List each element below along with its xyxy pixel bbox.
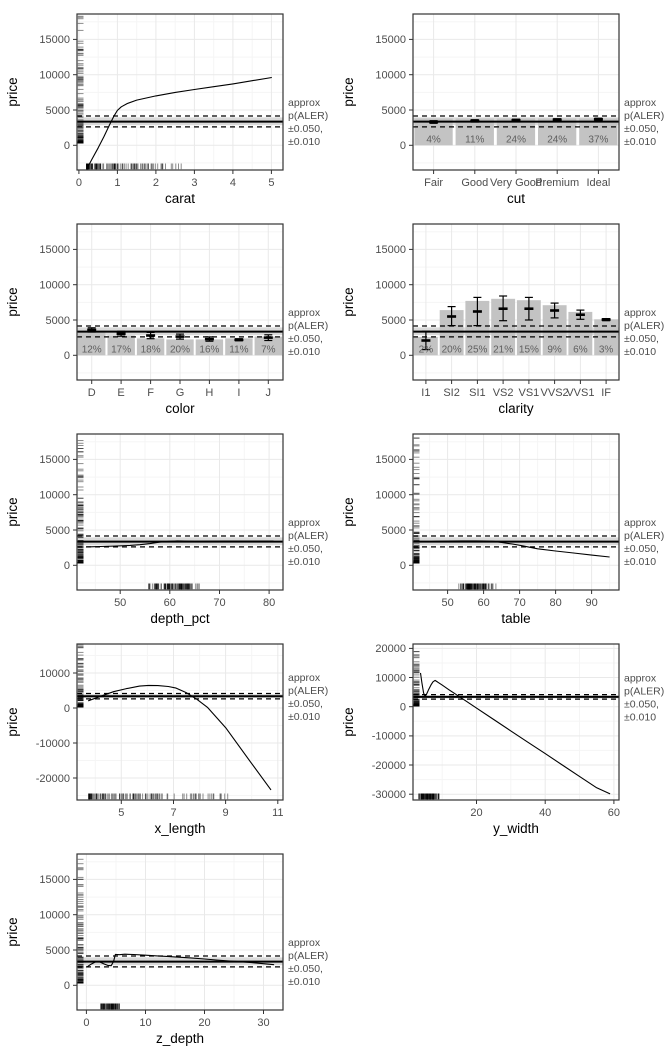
x-tick-label: 7 xyxy=(170,807,177,819)
aler-annotation-line: ±0.010 xyxy=(624,346,657,359)
x-tick-label: H xyxy=(205,387,214,399)
y-tick-label: 15000 xyxy=(375,454,406,467)
x-tick-label: D xyxy=(87,387,96,399)
bar-percent-label: 20% xyxy=(169,344,191,356)
y-tick-label: 0 xyxy=(63,702,70,715)
panel-depth_pct-svg xyxy=(0,420,336,636)
y-axis-title: price xyxy=(5,77,20,107)
aler-annotation-line: ±0.050, xyxy=(624,698,659,711)
point-estimate xyxy=(524,307,533,310)
bar-percent-label: 25% xyxy=(467,344,488,356)
point-estimate xyxy=(602,318,611,321)
x-axis-title: cut xyxy=(506,191,526,206)
aler-annotation-line: ±0.050, xyxy=(288,333,323,346)
x-tick-label: 50 xyxy=(114,597,127,609)
y-axis-title: price xyxy=(341,497,356,527)
panel-z_depth-svg xyxy=(0,840,336,1056)
point-estimate xyxy=(470,120,479,123)
x-axis-title: x_length xyxy=(154,821,206,836)
aler-annotation-line: approx xyxy=(288,671,321,684)
point-estimate xyxy=(421,339,430,342)
y-tick-label: 5000 xyxy=(45,944,70,957)
aler-annotation-line: p(ALER) xyxy=(288,950,329,963)
y-axis-title: price xyxy=(5,287,20,317)
y-tick-label: 0 xyxy=(399,350,406,363)
panel-clarity-svg xyxy=(336,210,672,426)
bar-percent-label: 2% xyxy=(418,344,434,356)
panel-border xyxy=(413,644,619,800)
bar-percent-label: 9% xyxy=(547,344,562,356)
x-axis-title: color xyxy=(165,401,195,416)
y-tick-label: 10000 xyxy=(375,69,406,82)
x-tick-label: 70 xyxy=(513,597,526,609)
x-tick-label: 10 xyxy=(139,1017,152,1029)
x-tick-label: 40 xyxy=(539,807,552,819)
x-tick-label: 0 xyxy=(75,177,82,189)
x-tick-label: 20 xyxy=(198,1017,211,1029)
point-estimate xyxy=(264,336,273,339)
bar-percent-label: 24% xyxy=(547,134,568,146)
point-estimate xyxy=(234,339,243,342)
price-rug xyxy=(78,859,84,983)
point-estimate xyxy=(512,119,521,122)
bar-percent-label: 21% xyxy=(493,344,514,356)
x-axis-title: table xyxy=(501,611,531,626)
aler-annotation-line: p(ALER) xyxy=(624,320,665,333)
y-axis-title: price xyxy=(341,287,356,317)
x-tick-label: 0 xyxy=(83,1017,90,1029)
x-rug xyxy=(459,584,496,590)
bar-percent-label: 6% xyxy=(573,344,588,356)
bar-percent-label: 20% xyxy=(441,344,462,356)
aler-annotation-line: approx xyxy=(624,307,657,320)
point-estimate xyxy=(447,315,456,318)
bar-percent-label: 18% xyxy=(140,344,161,356)
x-tick-label: 5 xyxy=(268,177,275,189)
bar-percent-label: 7% xyxy=(261,344,276,356)
bar-percent-label: 3% xyxy=(598,344,614,356)
aler-annotation-line: p(ALER) xyxy=(288,684,329,697)
y-tick-label: 0 xyxy=(63,560,70,573)
y-tick-label: -20000 xyxy=(371,759,406,772)
y-tick-label: 15000 xyxy=(375,244,406,257)
x-rug xyxy=(101,1004,120,1010)
aler-annotation-line: ±0.010 xyxy=(288,976,321,989)
x-tick-label: 5 xyxy=(118,807,125,819)
x-axis-title: y_width xyxy=(493,821,539,836)
aler-annotation-line: ±0.010 xyxy=(624,556,657,569)
aler-annotation-line: p(ALER) xyxy=(288,530,329,543)
x-tick-label: 30 xyxy=(257,1017,270,1029)
x-tick-label: SI1 xyxy=(469,387,486,399)
aler-annotation-line: ±0.010 xyxy=(624,711,657,724)
panel-color xyxy=(0,210,336,426)
point-estimate xyxy=(550,309,559,312)
y-tick-label: 0 xyxy=(63,980,70,993)
x-tick-label: 3 xyxy=(191,177,198,189)
aler-annotation-line: approx xyxy=(288,97,321,110)
y-tick-label: 5000 xyxy=(45,314,70,327)
x-tick-label: 70 xyxy=(213,597,226,609)
x-axis-title: z_depth xyxy=(155,1031,205,1046)
y-tick-label: 15000 xyxy=(39,34,70,47)
y-axis-title: price xyxy=(5,497,20,527)
aler-annotation-line: ±0.010 xyxy=(288,710,321,723)
ale-line xyxy=(88,685,271,790)
aler-annotation-line: ±0.010 xyxy=(288,136,321,149)
price-rug xyxy=(414,652,420,706)
aler-annotation-line: ±0.050, xyxy=(288,543,323,556)
x-tick-label: 2 xyxy=(152,177,159,189)
point-estimate xyxy=(176,335,185,338)
x-tick-label: 9 xyxy=(222,807,229,819)
y-tick-label: 5000 xyxy=(45,104,70,117)
panel-table-svg xyxy=(336,420,672,636)
aler-annotation-line: ±0.050, xyxy=(288,963,323,976)
panel-clarity xyxy=(336,210,672,426)
panel-carat-svg xyxy=(0,0,336,216)
x-tick-label: E xyxy=(117,387,125,399)
bar-percent-label: 37% xyxy=(588,134,609,146)
y-tick-label: 15000 xyxy=(39,244,70,257)
y-tick-label: 10000 xyxy=(39,489,70,502)
point-estimate xyxy=(429,121,438,124)
panel-depth_pct xyxy=(0,420,336,636)
bar-percent-label: 15% xyxy=(518,344,539,356)
panel-cut xyxy=(336,0,672,216)
y-tick-label: 10000 xyxy=(39,667,70,680)
x-tick-label: I xyxy=(237,387,241,399)
panel-y_width-svg xyxy=(336,630,672,846)
x-tick-label: Very Good xyxy=(490,177,542,189)
x-tick-label: Ideal xyxy=(586,177,611,189)
aler-annotation-line: ±0.050, xyxy=(288,123,323,136)
x-tick-label: VVS1 xyxy=(566,387,595,399)
aler-annotation-line: approx xyxy=(288,307,321,320)
point-estimate xyxy=(117,333,126,336)
aler-annotation-line: approx xyxy=(624,517,657,530)
aler-annotation-line: p(ALER) xyxy=(624,110,665,123)
y-tick-label: -10000 xyxy=(371,730,406,743)
point-estimate xyxy=(576,313,585,316)
x-tick-label: 11 xyxy=(272,807,284,819)
panel-z_depth xyxy=(0,840,336,1056)
aler-annotation-line: ±0.050, xyxy=(624,123,659,136)
x-tick-label: 90 xyxy=(585,597,598,609)
bar-percent-label: 17% xyxy=(111,344,132,356)
y-tick-label: 5000 xyxy=(45,524,70,537)
aler-annotation-line: ±0.050, xyxy=(624,543,659,556)
point-estimate xyxy=(205,338,214,341)
x-tick-label: 50 xyxy=(441,597,454,609)
aler-annotation-line: ±0.010 xyxy=(624,136,657,149)
x-tick-label: J xyxy=(265,387,272,399)
y-tick-label: 5000 xyxy=(381,314,406,327)
y-tick-label: 0 xyxy=(63,350,70,363)
aler-annotation-line: p(ALER) xyxy=(288,110,329,123)
x-rug xyxy=(87,164,182,170)
bar-percent-label: 16% xyxy=(199,344,220,356)
x-tick-label: 1 xyxy=(114,177,121,189)
x-rug xyxy=(149,584,200,590)
y-tick-label: -20000 xyxy=(35,772,70,785)
panel-carat xyxy=(0,0,336,216)
y-tick-label: 0 xyxy=(399,560,406,573)
x-rug xyxy=(89,794,228,800)
x-tick-label: VS2 xyxy=(492,387,514,399)
x-tick-label: SI2 xyxy=(443,387,460,399)
y-tick-label: 15000 xyxy=(39,454,70,467)
y-tick-label: 5000 xyxy=(381,104,406,117)
x-axis-title: clarity xyxy=(498,401,534,416)
x-tick-label: 60 xyxy=(607,807,621,819)
y-tick-label: 20000 xyxy=(375,643,406,656)
aler-annotation-line: approx xyxy=(624,672,657,685)
y-axis-title: price xyxy=(341,707,356,737)
bar-percent-label: 11% xyxy=(229,344,249,356)
panel-table xyxy=(336,420,672,636)
bar-percent-label: 24% xyxy=(505,134,527,146)
aler-annotation-line: ±0.050, xyxy=(624,333,659,346)
panel-x_length xyxy=(0,630,336,846)
y-tick-label: 15000 xyxy=(39,874,70,887)
x-tick-label: Fair xyxy=(424,177,444,189)
x-axis-title: depth_pct xyxy=(150,611,210,626)
ale-line xyxy=(421,673,611,794)
x-tick-label: I1 xyxy=(421,387,431,399)
y-tick-label: 10000 xyxy=(39,909,70,922)
point-estimate xyxy=(87,329,96,332)
aler-annotation-line: ±0.010 xyxy=(288,346,321,359)
x-tick-label: 4 xyxy=(229,177,236,189)
x-tick-label: F xyxy=(147,387,154,399)
y-tick-label: 5000 xyxy=(381,524,406,537)
aler-annotation-line: p(ALER) xyxy=(624,530,665,543)
y-axis-title: price xyxy=(5,707,20,737)
price-rug xyxy=(78,441,84,564)
x-axis-title: carat xyxy=(164,191,196,206)
price-rug xyxy=(78,645,84,707)
y-axis-title: price xyxy=(5,917,20,947)
x-tick-label: VS1 xyxy=(518,387,540,399)
bar-percent-label: 12% xyxy=(81,344,102,356)
y-tick-label: -30000 xyxy=(371,789,406,801)
x-tick-label: 60 xyxy=(477,597,490,609)
y-tick-label: 10000 xyxy=(375,279,406,292)
panel-cut-svg xyxy=(336,0,672,216)
y-axis-title: price xyxy=(341,77,356,107)
y-tick-label: 15000 xyxy=(375,34,406,47)
aler-annotation-line: ±0.010 xyxy=(288,556,321,569)
aler-annotation-line: p(ALER) xyxy=(288,320,329,333)
point-estimate xyxy=(553,118,562,121)
y-tick-label: 10000 xyxy=(375,489,406,502)
x-tick-label: IF xyxy=(601,387,611,399)
point-estimate xyxy=(594,118,603,121)
bar-percent-label: 4% xyxy=(426,134,441,146)
y-tick-label: 10000 xyxy=(39,69,70,82)
aler-annotation-line: p(ALER) xyxy=(624,685,665,698)
bar-percent-label: 11% xyxy=(465,134,485,146)
x-rug xyxy=(419,794,439,800)
x-tick-label: Good xyxy=(461,177,489,189)
panel-color-svg xyxy=(0,210,336,426)
y-tick-label: -10000 xyxy=(35,737,70,750)
x-tick-label: 60 xyxy=(163,597,176,609)
panel-x_length-svg xyxy=(0,630,336,846)
x-tick-label: 80 xyxy=(262,597,276,609)
y-tick-label: 10000 xyxy=(375,672,406,685)
x-tick-label: G xyxy=(175,387,185,399)
y-tick-label: 0 xyxy=(399,140,406,153)
point-estimate xyxy=(146,334,155,337)
x-tick-label: VVS2 xyxy=(540,387,569,399)
aler-annotation-line: approx xyxy=(288,517,321,530)
aler-annotation-line: approx xyxy=(288,937,321,950)
aler-annotation-line: ±0.050, xyxy=(288,697,323,710)
y-tick-label: 0 xyxy=(63,140,70,153)
panel-y_width xyxy=(336,630,672,846)
point-estimate xyxy=(473,310,482,313)
y-tick-label: 0 xyxy=(399,701,406,714)
x-tick-label: 20 xyxy=(470,807,483,819)
x-tick-label: Premium xyxy=(535,177,580,189)
point-estimate xyxy=(499,307,508,310)
aler-annotation-line: approx xyxy=(624,97,657,110)
x-tick-label: 80 xyxy=(549,597,562,609)
y-tick-label: 10000 xyxy=(39,279,70,292)
